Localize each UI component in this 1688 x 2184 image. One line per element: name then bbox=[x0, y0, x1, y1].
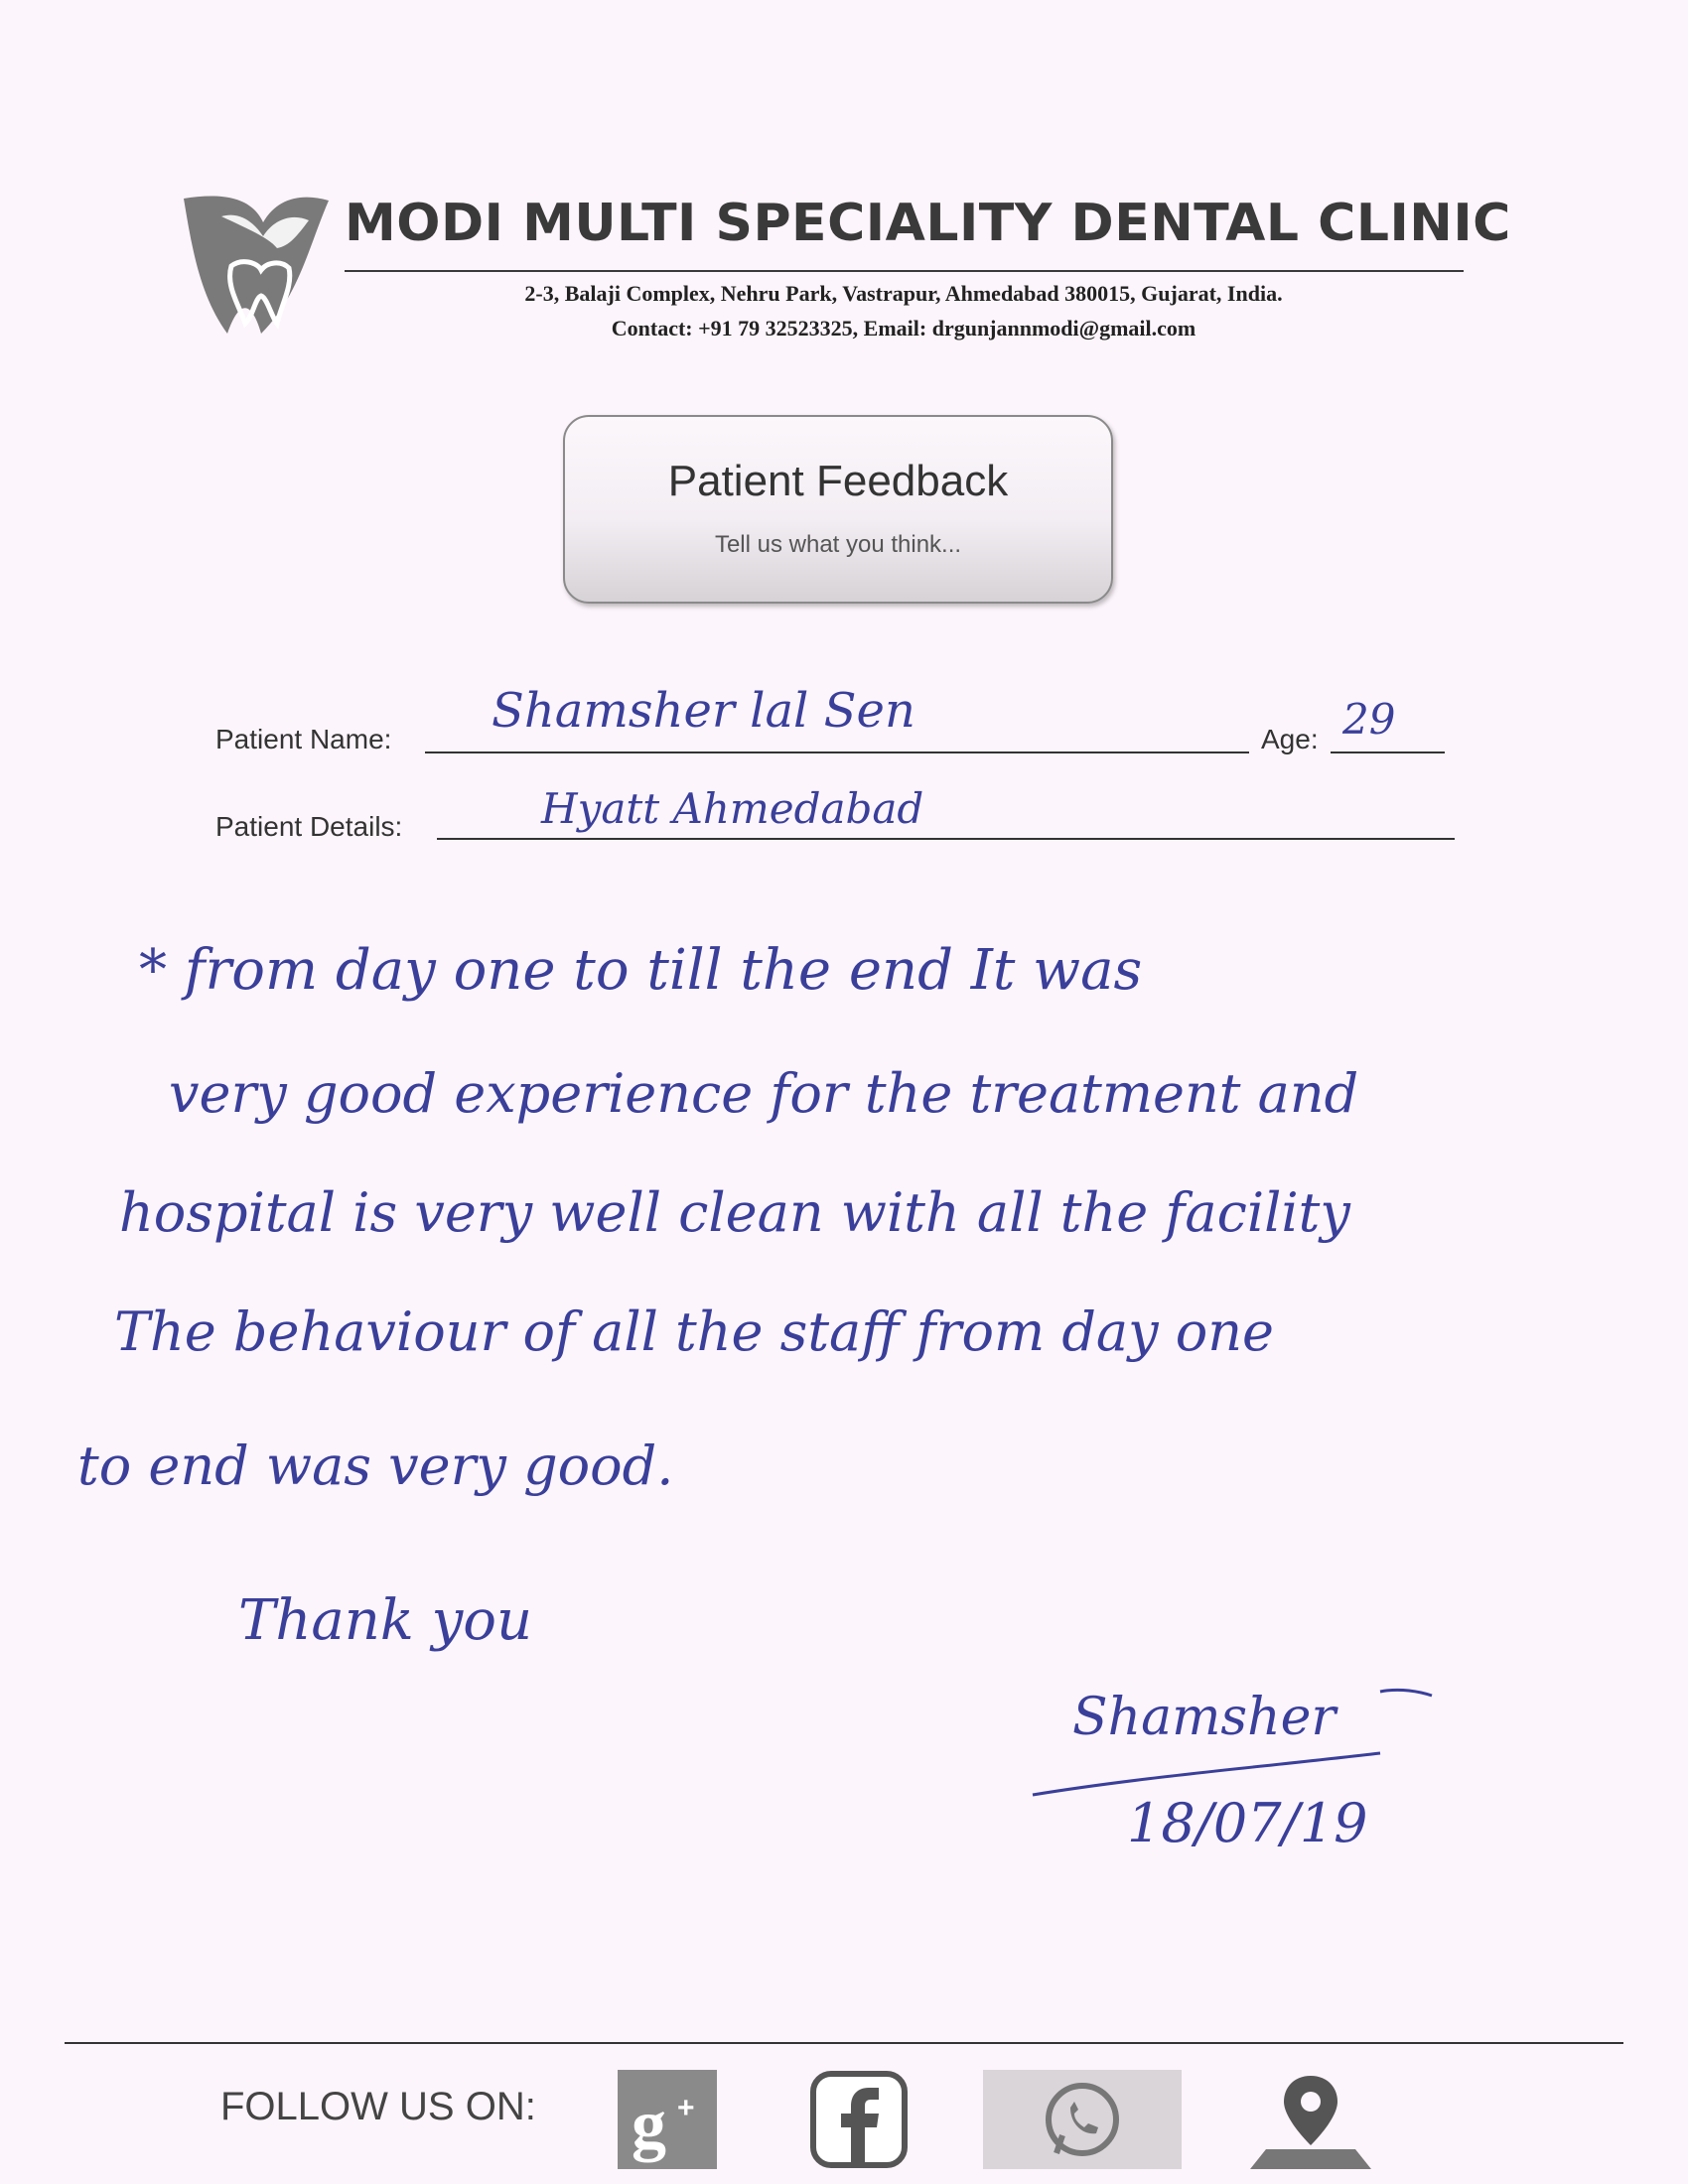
clinic-name: MODI MULTI SPECIALITY DENTAL CLINIC bbox=[345, 194, 1511, 253]
clinic-logo-icon bbox=[182, 187, 331, 336]
feedback-subtitle: Tell us what you think... bbox=[714, 531, 962, 558]
clinic-address: 2-3, Balaji Complex, Nehru Park, Vastrapur, Ahmedabad 380015, Gujarat, India. bbox=[524, 281, 1283, 306]
patient-name-label: Patient Name: bbox=[215, 724, 392, 754]
patient-details-label: Patient Details: bbox=[215, 811, 403, 842]
feedback-title: Patient Feedback bbox=[667, 457, 1009, 505]
age-line bbox=[1331, 751, 1445, 753]
feedback-line: very good experience for the treatment and bbox=[169, 1062, 1359, 1125]
feedback-line: The behaviour of all the staff from day one bbox=[114, 1300, 1275, 1363]
patient-name-line bbox=[425, 751, 1249, 753]
age-label: Age: bbox=[1261, 724, 1319, 754]
feedback-line: * from day one to till the end It was bbox=[139, 938, 1143, 1003]
feedback-line: hospital is very well clean with all the facility bbox=[119, 1181, 1350, 1244]
google-plus-icon[interactable] bbox=[618, 2070, 717, 2169]
map-location-icon[interactable] bbox=[1246, 2070, 1375, 2169]
clinic-contact: Contact: +91 79 32523325, Email: drgunjannmodi@gmail.com bbox=[611, 316, 1196, 341]
patient-details-line bbox=[437, 838, 1455, 840]
svg-text:+: + bbox=[677, 2092, 695, 2124]
signature: Shamsher bbox=[1072, 1688, 1336, 1747]
footer-divider bbox=[65, 2042, 1623, 2044]
svg-text:g: g bbox=[632, 2087, 666, 2163]
feedback-closing: Thank you bbox=[238, 1588, 533, 1653]
patient-details-value: Hyatt Ahmedabad bbox=[541, 784, 924, 833]
whatsapp-icon[interactable] bbox=[983, 2070, 1182, 2169]
signature-date: 18/07/19 bbox=[1127, 1792, 1368, 1854]
patient-name-value: Shamsher lal Sen bbox=[492, 683, 915, 739]
signature-stroke bbox=[1023, 1678, 1440, 1807]
feedback-title-box bbox=[563, 415, 1113, 604]
facebook-icon[interactable] bbox=[809, 2070, 909, 2169]
header-divider bbox=[345, 270, 1464, 272]
follow-us-label: FOLLOW US ON: bbox=[220, 2085, 536, 2128]
age-value: 29 bbox=[1342, 695, 1396, 744]
feedback-line: to end was very good. bbox=[77, 1434, 674, 1497]
